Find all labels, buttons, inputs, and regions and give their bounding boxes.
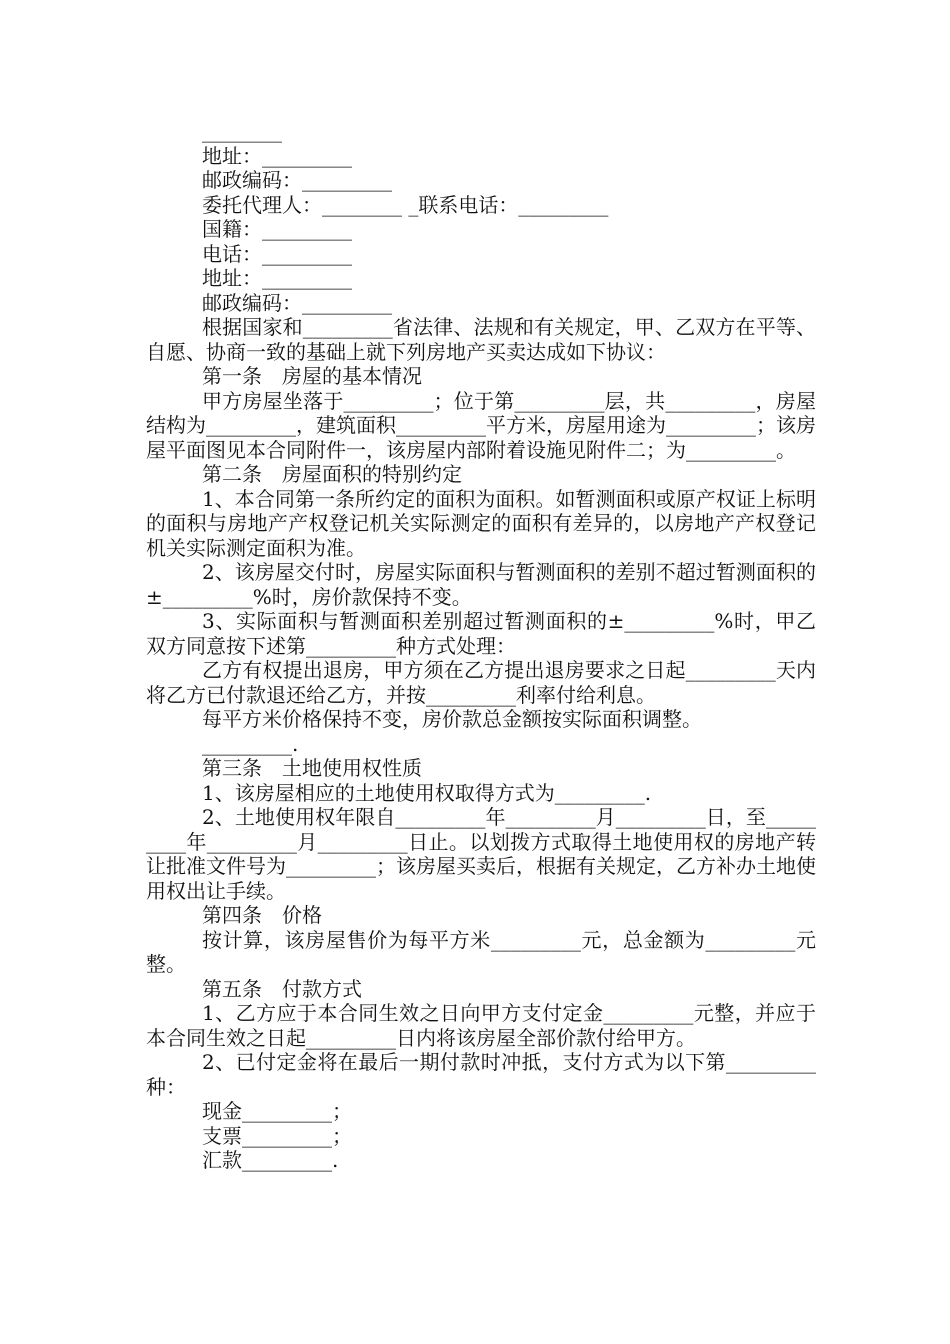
article-2-clause-1: 1、本合同第一条所约定的面积为面积。如暂测面积或原产权证上标明的面积与房地产产权登记机关实际测定的面积有差异的，以房地产产权登记机关实际测定面积为准。 — [146, 486, 816, 560]
article-2-clause-2: 2、该房屋交付时，房屋实际面积与暂测面积的差别不超过暂测面积的±_________%时，房价款保持不变。 — [146, 560, 816, 609]
address-field: 地址：_________ — [202, 143, 352, 168]
postcode-field: 邮政编码：_________ — [202, 168, 392, 192]
nationality-field: 国籍：_________ — [202, 217, 352, 241]
phone-field: 电话：_________ — [202, 241, 352, 266]
article-1-heading: 第一条 房屋的基本情况 — [202, 364, 422, 388]
article-5-clause-1: 1、乙方应于本合同生效之日向甲方支付定金_________元整，并应于本合同生效之日起_________日内将该房屋全部价款付给甲方。 — [146, 1001, 816, 1050]
blank-line: ________ — [202, 119, 282, 143]
article-1-body: 甲方房屋坐落于_________；位于第_________层，共_________，房屋结构为_________，建筑面积_________平方米，房屋用途为_________；该房屋平面图见本合同附件一，该房屋内部附着设施见附件二；为_________。 — [146, 388, 816, 462]
article-3-heading: 第三条 土地使用权性质 — [202, 756, 422, 780]
article-4-clause-1: 按计算，该房屋售价为每平方米_________元，总金额为_________元整。 — [146, 927, 816, 976]
intro-paragraph: 根据国家和_________省法律、法规和有关规定，甲、乙双方在平等、自愿、协商一致的基础上就下列房地产买卖达成如下协议： — [146, 315, 816, 364]
article-2-option-3: _________. — [202, 731, 299, 756]
article-5-clause-2: 2、已付定金将在最后一期付款时冲抵，支付方式为以下第_________种： — [146, 1050, 816, 1099]
article-2-option-2: 每平方米价格保持不变，房价款总金额按实际面积调整。 — [202, 707, 702, 731]
article-2-option-1: 乙方有权提出退房，甲方须在乙方提出退房要求之日起_________天内将乙方已付款退还给乙方，并按_________利率付给利息。 — [146, 658, 816, 707]
article-4-heading: 第四条 价格 — [202, 903, 322, 927]
agent-phone-field: 委托代理人：________ _联系电话：_________ — [202, 192, 609, 217]
article-2-heading: 第二条 房屋面积的特别约定 — [202, 462, 462, 486]
postcode-field-2: 邮政编码：_________ — [202, 290, 392, 315]
address-field-2: 地址：_________ — [202, 266, 352, 290]
article-3-clause-2: 2、土地使用权年限自_________年_________月_________日，至_________年_________月_________日止。以划拨方式取得土地使用权的房地产转让批准文件号为_________；该房屋买卖后，根据有关规定，乙方补办土地使用权出让手续。 — [146, 805, 816, 903]
article-5-heading: 第五条 付款方式 — [202, 976, 362, 1001]
payment-option-check: 支票_________； — [202, 1123, 352, 1148]
article-3-clause-1: 1、该房屋相应的土地使用权取得方式为_________. — [202, 780, 652, 805]
payment-option-transfer: 汇款_________. — [202, 1148, 339, 1172]
article-2-clause-3: 3、实际面积与暂测面积差别超过暂测面积的±_________%时，甲乙双方同意按下述第_________种方式处理： — [146, 609, 816, 658]
contract-body — [146, 119, 816, 1173]
payment-option-cash: 现金_________； — [202, 1099, 352, 1123]
